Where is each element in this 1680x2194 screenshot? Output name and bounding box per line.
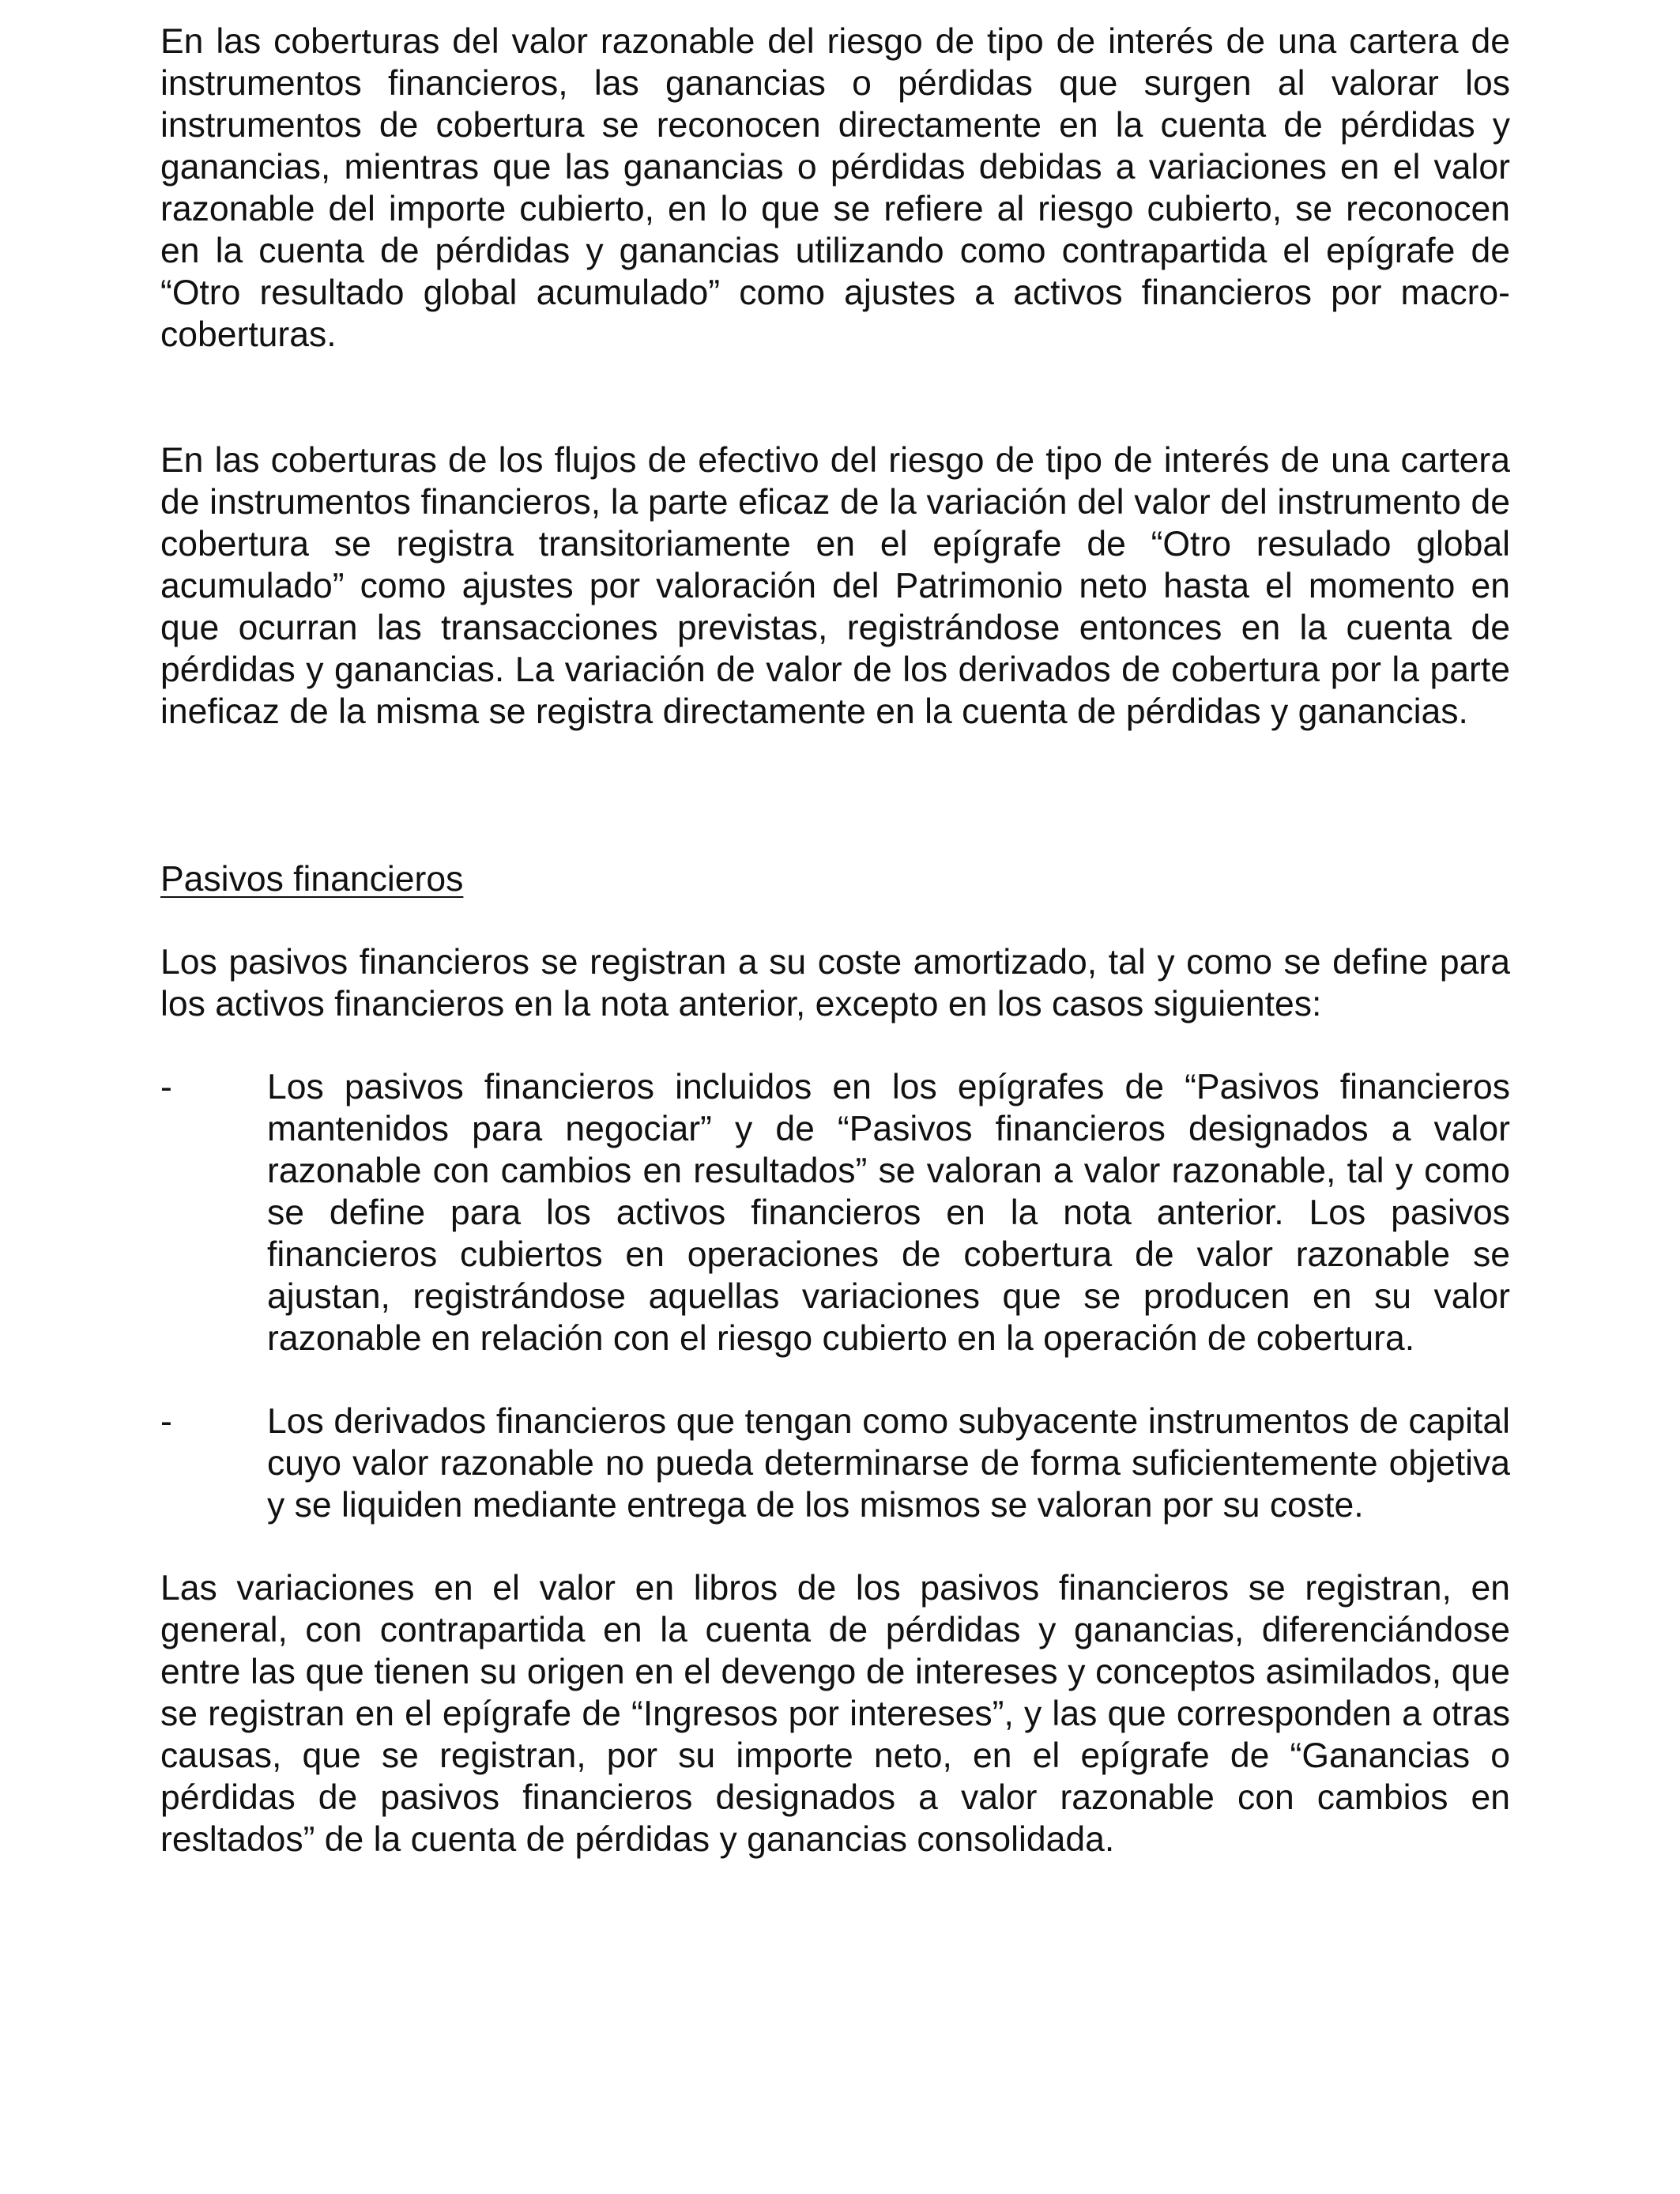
spacer — [160, 1359, 1510, 1400]
section-heading-pasivos-financieros: Pasivos financieros — [160, 860, 464, 899]
document-page — [160, 21, 1510, 1860]
paragraph-amortized-cost: Los pasivos financieros se registran a su coste amortizado, tal y como se define para los activos financieros en la nota anterior, excepto en los casos siguientes: — [160, 943, 1510, 1023]
spacer — [160, 900, 1510, 941]
paragraph-fair-value-hedges: En las coberturas del valor razonable del riesgo de tipo de interés de una cartera de instrumentos financieros, las ganancias o pérdidas que surgen al valorar los instrumentos de cobertura se reconocen directamente en la cuenta de pérdidas y ganancias, mientras que las ganancias o pérdidas debidas a variaciones en el valor razonable del importe cubierto, en lo que se refiere al riesgo cubierto, se reconocen en la cuenta de pérdidas y ganancias utilizando como contrapartida el epígrafe de “Otro resultado global acumulado” como ajustes a activos financieros por macro-coberturas. — [160, 22, 1510, 354]
paragraph-cash-flow-hedges: En las coberturas de los flujos de efectivo del riesgo de tipo de interés de una cartera de instrumentos financieros, la parte eficaz de la variación del valor del instrumento de cobertura se registra transitoriamente en el epígrafe de “Otro resulado global acumulado” como ajustes por valoración del Patrimonio neto hasta el momento en que ocurran las transacciones previstas, registrándose entonces en la cuenta de pérdidas y ganancias. La variación de valor de los derivados de cobertura por la parte ineficaz de la misma se registra directamente en la cuenta de pérdidas y ganancias. — [160, 441, 1510, 731]
bullet-text: Los pasivos financieros incluidos en los epígrafes de “Pasivos financieros mantenidos para negociar” y de “Pasivos financieros designados a valor razonable con cambios en resultados” se valoran a valor razonable, tal y como se define para los activos financieros en la nota anterior. Los pasivos financieros cubiertos en operaciones de cobertura de valor razonable se ajustan, registrándose aquellas variaciones que se producen en su valor razonable en relación con el riesgo cubierto en la operación de cobertura. — [267, 1068, 1510, 1358]
spacer — [160, 1025, 1510, 1066]
paragraph-book-value-variations: Las variaciones en el valor en libros de los pasivos financieros se registran, en general, con contrapartida en la cuenta de pérdidas y ganancias, diferenciándose entre las que tienen su origen en el devengo de intereses y conceptos asimilados, que se registran en el epígrafe de “Ingresos por intereses”, y las que corresponden a otras causas, que se registran, por su importe neto, en el epígrafe de “Ganancias o pérdidas de pasivos financieros designados a valor razonable con cambios en resltados” de la cuenta de pérdidas y ganancias consolidada. — [160, 1569, 1510, 1859]
bullet-marker: - — [160, 1068, 172, 1106]
spacer — [160, 356, 1510, 439]
bullet-text: Los derivados financieros que tengan como subyacente instrumentos de capital cuyo valor razonable no pueda determinarse de forma suficientemente objetiva y se liquiden mediante entrega de los mismos se valoran por su coste. — [267, 1402, 1510, 1525]
list-item — [160, 1066, 1510, 1359]
spacer — [160, 1526, 1510, 1567]
spacer — [160, 733, 1510, 858]
list-item — [160, 1400, 1510, 1526]
bullet-marker: - — [160, 1402, 172, 1441]
